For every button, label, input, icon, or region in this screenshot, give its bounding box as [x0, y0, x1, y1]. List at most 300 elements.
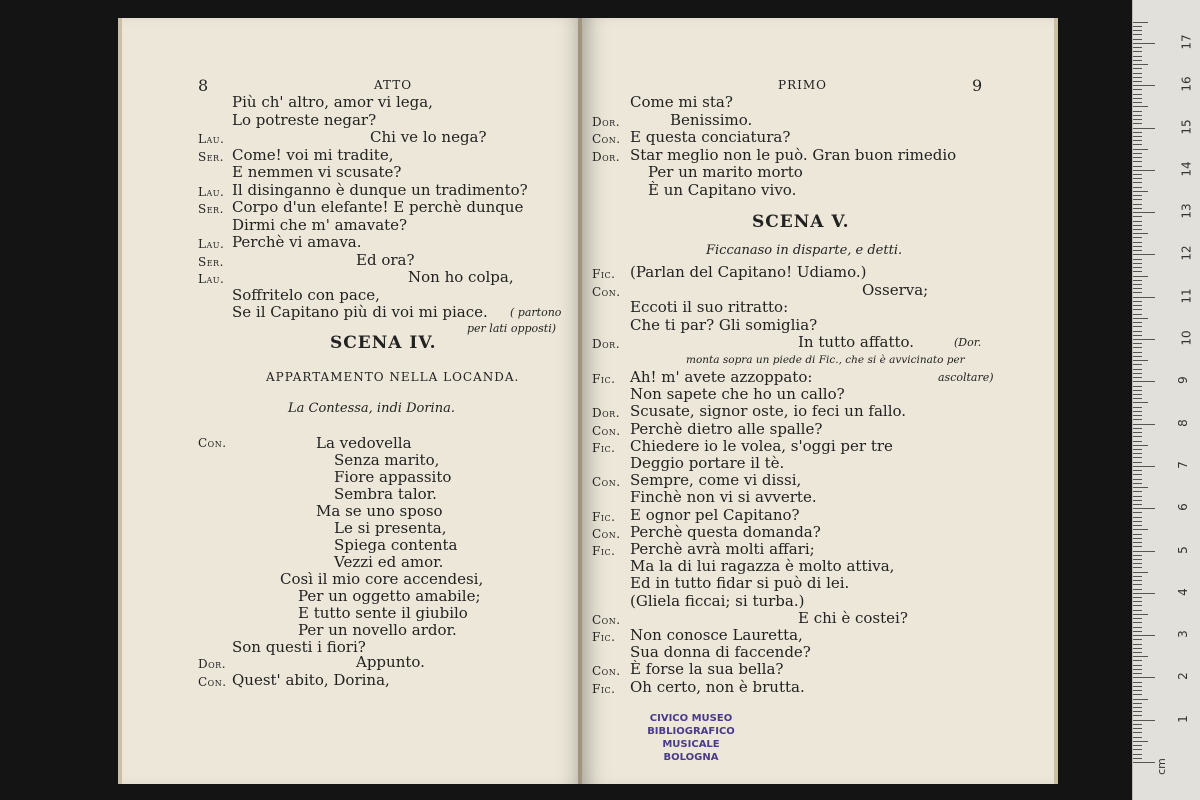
dialogue-line: Che ti par? Gli somiglia?: [630, 315, 818, 334]
speaker-label: Con.: [592, 664, 621, 679]
aria-line: E tutto sente il giubilo: [298, 604, 468, 622]
ruler-tick: [1133, 229, 1142, 230]
ruler-tick: [1133, 216, 1142, 217]
ruler-tick: [1133, 89, 1142, 90]
ruler-label: 15: [1179, 118, 1194, 135]
ruler-tick: [1133, 415, 1142, 416]
ruler-tick: [1133, 170, 1155, 171]
ruler-tick: [1133, 500, 1142, 501]
ruler-tick: [1133, 737, 1142, 738]
aria-line: Son questi i fiori?: [232, 638, 366, 656]
ruler-tick: [1133, 462, 1142, 463]
dialogue-line: Non conosce Lauretta,: [630, 626, 803, 644]
library-stamp: [618, 712, 764, 764]
ruler-tick: [1133, 237, 1142, 238]
page-number-left: 8: [198, 76, 209, 95]
ruler-label: 4: [1175, 587, 1190, 596]
speaker-label: Con.: [592, 475, 621, 490]
ruler-tick: [1133, 534, 1142, 535]
ruler-label: 6: [1175, 503, 1190, 512]
dialogue-line: Quest' abito, Dorina,: [232, 670, 390, 689]
ruler-tick: [1133, 517, 1142, 518]
dialogue-line: Non sapete che ho un callo?: [630, 385, 845, 404]
ruler-tick: [1133, 411, 1142, 412]
ruler-tick: [1133, 402, 1148, 403]
scene-characters: Ficcanaso in disparte, e detti.: [706, 243, 903, 258]
ruler-tick: [1133, 360, 1148, 361]
ruler-tick: [1133, 64, 1148, 65]
ruler-tick: [1133, 335, 1142, 336]
dialogue-line: Appunto.: [356, 653, 425, 671]
ruler-tick: [1133, 491, 1142, 492]
stage-direction: per lati opposti): [467, 322, 557, 335]
ruler-tick: [1133, 187, 1142, 188]
ruler-tick: [1133, 47, 1142, 48]
ruler-tick: [1133, 178, 1142, 179]
ruler-tick: [1133, 259, 1142, 260]
dialogue-line: E nemmen vi scusate?: [232, 163, 402, 181]
ruler-tick: [1133, 233, 1148, 234]
stage-direction: monta sopra un piede di Fic., che si è avvicinato per: [686, 354, 965, 366]
speaker-label: Con.: [592, 612, 621, 627]
ruler-tick: [1133, 546, 1142, 547]
ruler-tick: [1133, 271, 1142, 272]
ruler-tick: [1133, 314, 1142, 315]
stamp-line: BIBLIOGRAFICO MUSICALE: [647, 726, 735, 750]
running-header-left: ATTO: [374, 78, 413, 92]
ruler-tick: [1133, 707, 1142, 708]
ruler-tick: [1133, 457, 1142, 458]
ruler-tick: [1133, 432, 1142, 433]
ruler-tick: [1133, 749, 1142, 750]
speaker-label: Lau.: [198, 237, 225, 251]
ruler-label: 16: [1179, 76, 1194, 92]
dialogue-line: Ed in tutto fidar si può di lei.: [630, 574, 850, 593]
ruler-tick: [1133, 584, 1142, 585]
ruler-label: 9: [1175, 376, 1190, 385]
aria-line: Sembra talor.: [334, 485, 437, 503]
dialogue-line: Perchè questa domanda?: [630, 522, 821, 541]
ruler-tick: [1133, 453, 1142, 454]
ruler-tick: [1133, 682, 1142, 683]
ruler-tick: [1133, 98, 1142, 99]
ruler-tick: [1133, 419, 1142, 420]
ruler-tick: [1133, 699, 1148, 700]
ruler-tick: [1133, 436, 1142, 437]
speaker-label: Lau.: [198, 184, 225, 199]
ruler-tick: [1133, 123, 1142, 124]
ruler-tick: [1133, 149, 1148, 150]
ruler-tick: [1133, 331, 1142, 332]
ruler-tick: [1133, 153, 1142, 154]
dialogue-line: E ognor pel Capitano?: [630, 505, 800, 524]
ruler-tick: [1133, 639, 1142, 640]
aria-line: Per un novello ardor.: [298, 621, 457, 639]
ruler-tick: [1133, 195, 1142, 196]
ruler-tick: [1133, 580, 1142, 581]
ruler-tick: [1133, 441, 1142, 442]
speaker-label: Lau.: [198, 272, 225, 286]
ruler-tick: [1133, 758, 1142, 759]
ruler-tick: [1133, 263, 1142, 264]
ruler-tick: [1133, 136, 1142, 137]
ruler-tick: [1133, 246, 1142, 247]
speaker-label: Fic.: [592, 509, 616, 524]
dialogue-line: Soffritelo con pace,: [232, 285, 380, 304]
dialogue-line: Eccoti il suo ritratto:: [630, 298, 789, 316]
ruler-tick: [1133, 745, 1142, 746]
ruler-tick: [1133, 715, 1142, 716]
speaker-label: Fic.: [592, 630, 616, 644]
aria-line: La vedovella: [316, 434, 412, 452]
aria-line: Le si presenta,: [334, 519, 447, 537]
aria-line: Fiore appassito: [334, 468, 452, 486]
ruler-tick: [1133, 589, 1142, 590]
ruler-unit: cm: [1154, 758, 1168, 775]
ruler-tick: [1133, 204, 1142, 205]
ruler-tick: [1133, 26, 1142, 27]
ruler-tick: [1133, 703, 1142, 704]
ruler-tick: [1133, 428, 1142, 429]
ruler-label: 13: [1179, 203, 1194, 219]
ruler-tick: [1133, 292, 1142, 293]
ruler-tick: [1133, 732, 1142, 733]
scene-title-v: SCENA V.: [752, 212, 850, 232]
ruler-tick: [1133, 652, 1142, 653]
ruler-tick: [1133, 39, 1142, 40]
aria-line: Ma se uno sposo: [316, 502, 443, 520]
ruler-tick: [1133, 276, 1148, 277]
ruler-tick: [1133, 364, 1142, 365]
ruler-tick: [1133, 34, 1142, 35]
dialogue-line: Sua donna di faccende?: [630, 643, 811, 662]
speaker-label: Lau.: [198, 132, 225, 146]
dialogue-line: Ah! m' avete azzoppato:: [630, 368, 813, 386]
ruler-tick: [1133, 250, 1142, 251]
ruler-label: 12: [1179, 245, 1194, 262]
speaker-label: Fic.: [592, 544, 616, 558]
ruler-tick: [1133, 199, 1142, 200]
ruler-tick: [1133, 496, 1142, 497]
stamp-line: CIVICO MUSEO: [649, 713, 733, 724]
ruler-tick: [1133, 339, 1155, 340]
ruler-tick: [1133, 724, 1142, 725]
dialogue-line: Chiedere io le volea, s'oggi per tre: [630, 436, 893, 455]
ruler-tick: [1133, 508, 1155, 509]
ruler-tick: [1133, 538, 1142, 539]
ruler-tick: [1133, 43, 1155, 44]
ruler-tick: [1133, 567, 1142, 568]
dialogue-line: Scusate, signor oste, io feci un fallo.: [630, 402, 907, 421]
ruler-tick: [1133, 242, 1142, 243]
aria-line: Vezzi ed amor.: [334, 553, 444, 571]
scene-characters: La Contessa, indi Dorina.: [288, 401, 455, 416]
ruler-tick: [1133, 394, 1142, 395]
ruler-tick: [1133, 102, 1142, 103]
dialogue-line: Il disinganno è dunque un tradimento?: [232, 180, 528, 199]
ruler-tick: [1133, 132, 1142, 133]
ruler-tick: [1133, 479, 1142, 480]
page-number-right: 9: [972, 76, 983, 95]
ruler-label: 7: [1175, 461, 1190, 469]
ruler-tick: [1133, 551, 1155, 552]
ruler-tick: [1133, 686, 1142, 687]
dialogue-line: È forse la sua bella?: [630, 660, 784, 679]
ruler-tick: [1133, 690, 1142, 691]
ruler-tick: [1133, 542, 1142, 543]
dialogue-line: Per un marito morto: [648, 163, 803, 181]
ruler-tick: [1133, 309, 1142, 310]
ruler-tick: [1133, 352, 1142, 353]
ruler-tick: [1133, 407, 1142, 408]
speaker-label: Fic.: [592, 267, 616, 281]
ruler-tick: [1133, 627, 1142, 628]
ruler-tick: [1133, 470, 1142, 471]
speaker-label: Dor.: [198, 657, 227, 671]
dialogue-line: Lo potreste negar?: [232, 110, 377, 129]
ruler-tick: [1133, 622, 1142, 623]
ruler-tick: [1133, 601, 1142, 602]
aria-line: Senza marito,: [334, 451, 440, 469]
ruler-tick: [1133, 711, 1142, 712]
stage-direction: (Dor.: [954, 336, 982, 349]
speaker-label: Con.: [592, 132, 621, 146]
ruler-tick: [1133, 212, 1155, 213]
ruler-tick: [1133, 424, 1155, 425]
dialogue-line: Benissimo.: [670, 110, 753, 129]
ruler-tick: [1133, 386, 1142, 387]
speaker-label: Con.: [198, 436, 227, 450]
ruler-tick: [1133, 119, 1142, 120]
dialogue-line: E questa conciatura?: [630, 128, 791, 146]
ruler-tick: [1133, 221, 1142, 222]
speaker-label: Con.: [592, 526, 621, 541]
ruler-label: 5: [1175, 545, 1190, 554]
ruler-tick: [1133, 529, 1148, 530]
ruler-tick: [1133, 644, 1142, 645]
ruler-tick: [1133, 174, 1142, 175]
stage-direction: ascoltare): [938, 371, 994, 384]
ruler-label: 8: [1175, 418, 1190, 427]
ruler-tick: [1133, 288, 1142, 289]
ruler-label: 14: [1179, 161, 1194, 177]
dialogue-line: Perchè vi amava.: [232, 233, 362, 251]
ruler-tick: [1133, 694, 1142, 695]
ruler-tick: [1133, 77, 1142, 78]
aria-line: Così il mio core accendesi,: [280, 570, 484, 588]
ruler-tick: [1133, 161, 1142, 162]
speaker-label: Ser.: [198, 202, 224, 216]
ruler-tick: [1133, 656, 1148, 657]
ruler-label: 2: [1175, 672, 1190, 681]
dialogue-line: Deggio portare il tè.: [630, 454, 785, 472]
speaker-label: Ser.: [198, 254, 224, 269]
ruler-tick: [1133, 762, 1155, 763]
ruler-tick: [1133, 720, 1155, 721]
ruler-tick: [1133, 326, 1142, 327]
ruler-tick: [1133, 322, 1142, 323]
ruler-tick: [1133, 85, 1155, 86]
scene-setting: APPARTAMENTO NELLA LOCANDA.: [266, 370, 520, 384]
ruler-tick: [1133, 191, 1148, 192]
ruler-tick: [1133, 754, 1142, 755]
stamp-line: BOLOGNA: [663, 752, 719, 763]
speaker-label: Fic.: [592, 440, 616, 455]
aria-line: Per un oggetto amabile;: [298, 587, 481, 605]
ruler-tick: [1133, 115, 1142, 116]
ruler-tick: [1133, 128, 1155, 129]
speaker-label: Con.: [592, 284, 621, 299]
aria-line: Spiega contenta: [334, 536, 458, 554]
ruler-tick: [1133, 111, 1142, 112]
ruler-tick: [1133, 73, 1142, 74]
ruler-tick: [1133, 487, 1148, 488]
dialogue-line: Star meglio non le può. Gran buon rimedio: [630, 145, 957, 164]
ruler-tick: [1133, 504, 1142, 505]
dialogue-line: Ma la di lui ragazza è molto attiva,: [630, 557, 895, 576]
ruler-tick: [1133, 208, 1142, 209]
speaker-label: Ser.: [198, 149, 224, 164]
ruler-tick: [1133, 106, 1148, 107]
dialogue-line: Chi ve lo nega?: [370, 128, 487, 146]
speaker-label: Fic.: [592, 681, 616, 696]
open-book: [118, 18, 1054, 784]
speaker-label: Dor.: [592, 114, 621, 129]
ruler-tick: [1133, 347, 1142, 348]
ruler-tick: [1133, 68, 1142, 69]
dialogue-line: In tutto affatto.: [798, 333, 915, 351]
speaker-label: Fic.: [592, 372, 616, 386]
dialogue-line: Più ch' altro, amor vi lega,: [232, 93, 433, 111]
ruler-tick: [1133, 182, 1142, 183]
ruler-tick: [1133, 660, 1142, 661]
ruler-tick: [1133, 445, 1148, 446]
dialogue-line: Osserva;: [862, 280, 929, 299]
ruler-tick: [1133, 254, 1155, 255]
right-page: [582, 18, 1058, 784]
dialogue-line: (Parlan del Capitano! Udiamo.): [630, 263, 867, 281]
scene-title-iv: SCENA IV.: [330, 333, 437, 353]
ruler-tick: [1133, 512, 1142, 513]
ruler-tick: [1133, 474, 1142, 475]
ruler-tick: [1133, 593, 1155, 594]
ruler-tick: [1133, 301, 1142, 302]
ruler-tick: [1133, 466, 1155, 467]
ruler-tick: [1133, 280, 1142, 281]
ruler-tick: [1133, 318, 1148, 319]
ruler-tick: [1133, 631, 1142, 632]
dialogue-line: Se il Capitano più di voi mi piace.: [232, 303, 488, 321]
speaker-label: Dor.: [592, 149, 621, 164]
ruler-tick: [1133, 559, 1142, 560]
ruler-tick: [1133, 614, 1148, 615]
ruler-tick: [1133, 22, 1148, 23]
dialogue-line: È un Capitano vivo.: [648, 180, 797, 199]
dialogue-line: Corpo d'un elefante! E perchè dunque: [232, 198, 524, 216]
ruler-label: 1: [1175, 714, 1190, 723]
dialogue-line: E chi è costei?: [798, 608, 908, 627]
speaker-label: Dor.: [592, 337, 621, 351]
ruler-label: 11: [1179, 288, 1194, 304]
ruler-tick: [1133, 483, 1142, 484]
dialogue-line: Finchè non vi si avverte.: [630, 488, 817, 507]
ruler-label: 10: [1179, 330, 1194, 346]
dialogue-line: Ed ora?: [356, 250, 415, 269]
ruler-tick: [1133, 741, 1148, 742]
ruler-tick: [1133, 728, 1142, 729]
ruler-tick: [1133, 284, 1142, 285]
ruler-tick: [1133, 525, 1142, 526]
ruler-tick: [1133, 60, 1142, 61]
ruler-tick: [1133, 225, 1142, 226]
dialogue-line: Come! voi mi tradite,: [232, 145, 394, 164]
ruler-tick: [1133, 56, 1142, 57]
dialogue-line: Perchè avrà molti affari;: [630, 540, 815, 558]
ruler-tick: [1133, 140, 1142, 141]
speaker-label: Con.: [198, 674, 227, 689]
ruler-tick: [1133, 377, 1142, 378]
running-header-right: PRIMO: [778, 78, 827, 92]
ruler-tick: [1133, 673, 1142, 674]
dialogue-line: (Gliela ficcai; si turba.): [630, 591, 805, 610]
ruler-tick: [1133, 51, 1142, 52]
dialogue-line: Sempre, come vi dissi,: [630, 471, 802, 490]
ruler-tick: [1133, 157, 1142, 158]
ruler-tick: [1133, 677, 1155, 678]
dialogue-line: Non ho colpa,: [408, 268, 514, 286]
ruler-tick: [1133, 563, 1142, 564]
speaker-label: Dor.: [592, 406, 621, 421]
ruler-tick: [1133, 267, 1142, 268]
ruler-label: 17: [1179, 34, 1194, 50]
measuring-ruler: [1132, 0, 1200, 800]
ruler-tick: [1133, 94, 1142, 95]
ruler-tick: [1133, 343, 1142, 344]
ruler-label: 3: [1175, 630, 1190, 638]
ruler-tick: [1133, 635, 1155, 636]
ruler-tick: [1133, 30, 1142, 31]
ruler-tick: [1133, 297, 1155, 298]
ruler-tick: [1133, 610, 1142, 611]
ruler-tick: [1133, 144, 1142, 145]
ruler-tick: [1133, 665, 1142, 666]
ruler-tick: [1133, 390, 1142, 391]
ruler-tick: [1133, 373, 1142, 374]
ruler-tick: [1133, 81, 1142, 82]
ruler-tick: [1133, 576, 1142, 577]
ruler-tick: [1133, 449, 1142, 450]
ruler-tick: [1133, 555, 1142, 556]
dialogue-line: Perchè dietro alle spalle?: [630, 419, 823, 438]
ruler-tick: [1133, 398, 1142, 399]
left-page: [118, 18, 584, 784]
dialogue-line: Dirmi che m' amavate?: [232, 215, 408, 234]
speaker-label: Con.: [592, 423, 621, 438]
ruler-tick: [1133, 605, 1142, 606]
ruler-tick: [1133, 305, 1142, 306]
ruler-tick: [1133, 381, 1155, 382]
ruler-tick: [1133, 648, 1142, 649]
ruler-tick: [1133, 669, 1142, 670]
ruler-tick: [1133, 597, 1142, 598]
stage-direction: ( partono: [510, 306, 562, 319]
ruler-tick: [1133, 521, 1142, 522]
dialogue-line: Oh certo, non è brutta.: [630, 677, 805, 696]
ruler-tick: [1133, 369, 1142, 370]
ruler-tick: [1133, 166, 1142, 167]
ruler-tick: [1133, 356, 1142, 357]
ruler-tick: [1133, 618, 1142, 619]
